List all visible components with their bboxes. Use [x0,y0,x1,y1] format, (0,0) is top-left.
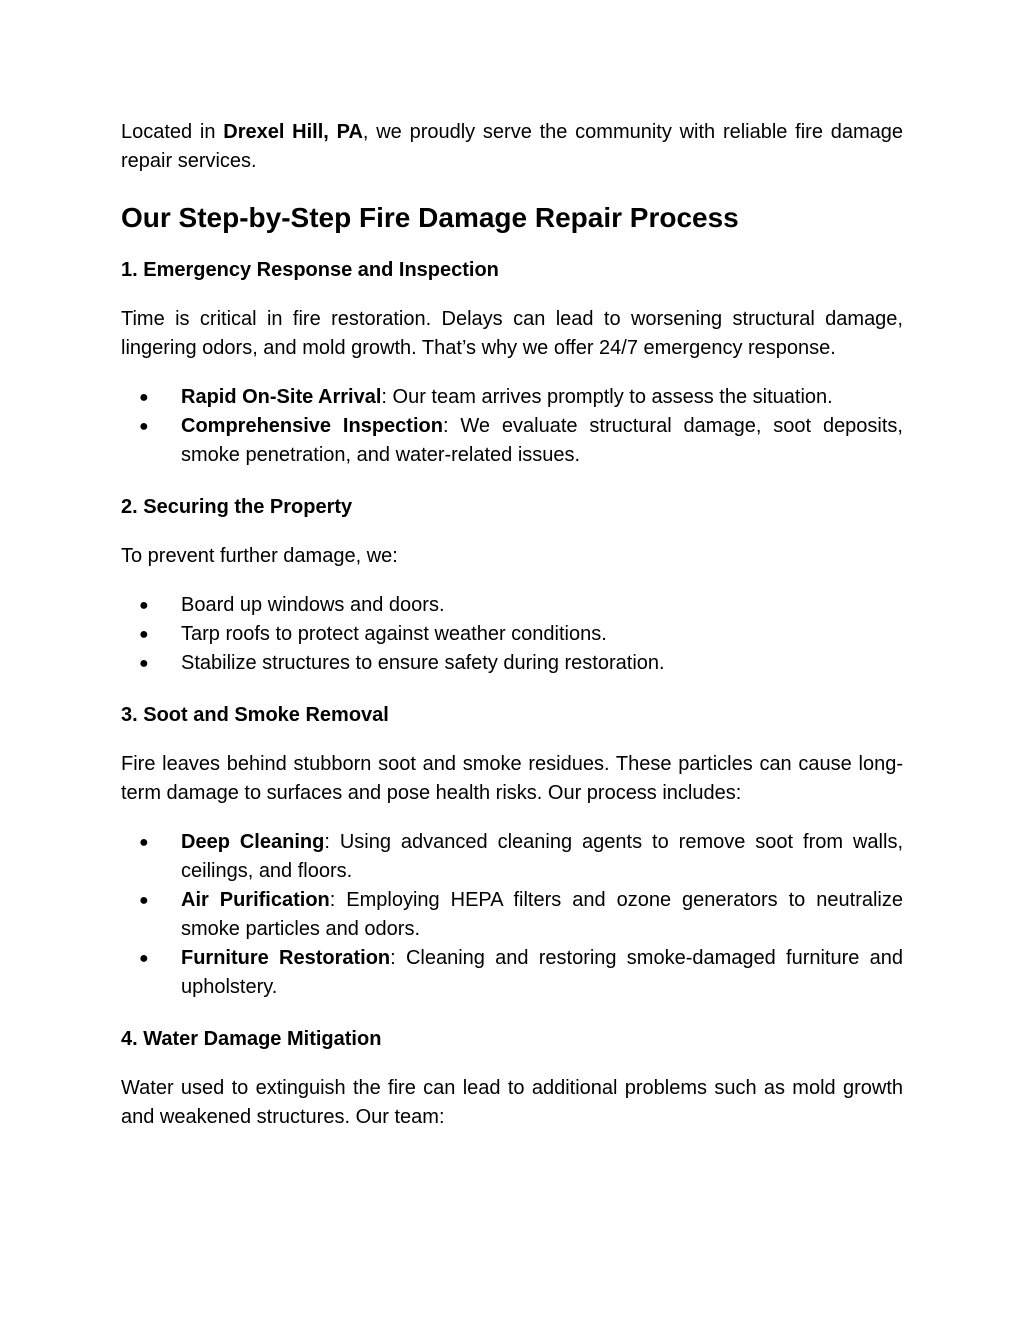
list-item [121,886,903,944]
list-item-bold: Furniture Restoration [181,947,391,969]
list-item [121,412,903,470]
bullet-icon: ● [139,892,149,909]
intro-prefix: Located in [121,121,224,143]
section-2-heading: 2. Securing the Property [121,496,353,518]
intro-location: Drexel Hill, PA [223,121,363,143]
bullet-icon: ● [139,418,149,435]
section-1-list [121,383,903,470]
list-item [121,591,903,620]
list-item [121,383,903,412]
bullet-icon: ● [139,950,149,967]
list-item [121,944,903,1002]
list-item-text: : Employing HEPA filters and ozone generators to neutralize smoke particles and odors. [181,889,903,940]
bullet-icon: ● [139,655,149,672]
list-item-text: : Cleaning and restoring smoke-damaged furniture and upholstery. [181,947,903,998]
list-item-bold: Air Purification [181,889,330,911]
section-3-paragraph: Fire leaves behind stubborn soot and smoke residues. These particles can cause long-term damage to surfaces and pose health risks. Our process includes: [121,753,903,804]
section-2-list [121,591,903,678]
list-item-text: : Our team arrives promptly to assess the situation. [381,386,833,408]
intro-paragraph [121,118,903,176]
section-4-heading: 4. Water Damage Mitigation [121,1028,382,1050]
bullet-icon: ● [139,626,149,643]
bullet-icon: ● [139,597,149,614]
section-3-list [121,828,903,1002]
section-2-paragraph: To prevent further damage, we: [121,545,398,567]
section-3-heading: 3. Soot and Smoke Removal [121,704,389,726]
section-1-heading: 1. Emergency Response and Inspection [121,259,499,281]
bullet-icon: ● [139,834,149,851]
list-item-text: Board up windows and doors. [181,594,445,616]
section-4-paragraph: Water used to extinguish the fire can lead to additional problems such as mold growth and weakened structures. Our team: [121,1077,903,1128]
list-item-text: : Using advanced cleaning agents to remove soot from walls, ceilings, and floors. [181,831,903,882]
list-item [121,828,903,886]
list-item-text: Tarp roofs to protect against weather conditions. [181,623,607,645]
list-item [121,620,903,649]
list-item [121,649,903,678]
list-item-text: : We evaluate structural damage, soot deposits, smoke penetration, and water-related issues. [181,415,903,466]
list-item-bold: Rapid On-Site Arrival [181,386,382,408]
list-item-bold: Comprehensive Inspection [181,415,443,437]
intro-suffix: , we proudly serve the community with reliable fire damage repair services. [121,121,904,172]
list-item-bold: Deep Cleaning [181,831,325,853]
main-heading: Our Step-by-Step Fire Damage Repair Process [121,202,739,233]
list-item-text: Stabilize structures to ensure safety during restoration. [181,652,665,674]
bullet-icon: ● [139,389,149,406]
section-1-paragraph: Time is critical in fire restoration. Delays can lead to worsening structural damage, lingering odors, and mold growth. That’s why we offer 24/7 emergency response. [121,308,903,359]
